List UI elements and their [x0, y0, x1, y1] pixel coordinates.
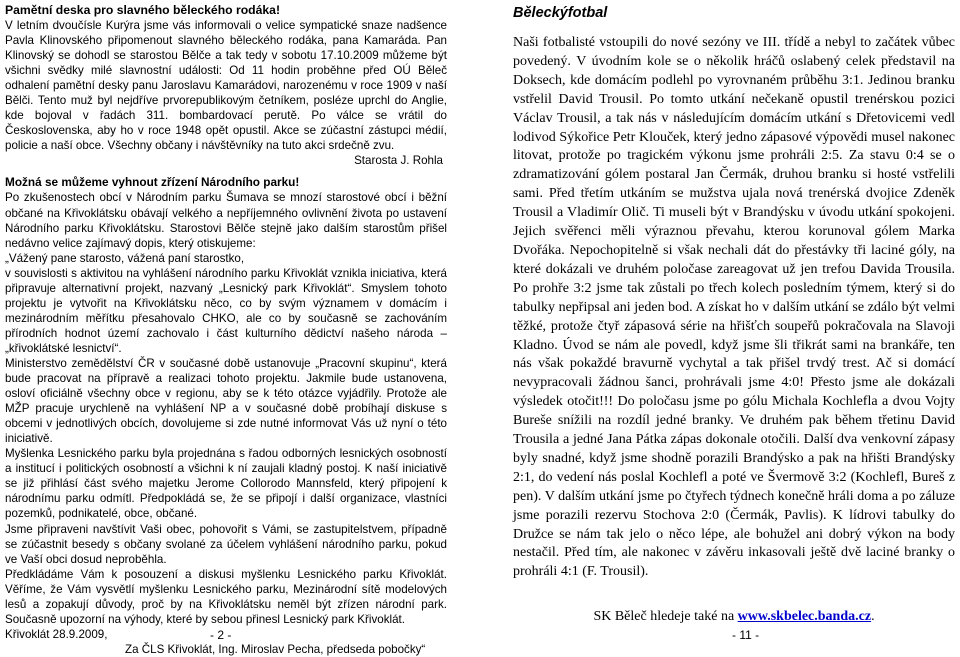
letter-paragraph-ministry: Ministerstvo zemědělství ČR v současné době ustanovuje „Pracovní skupinu“, která bude pracovat na přípravě a realizaci tohoto projektu. Jakmile bude ustanovena, osloví oficiálně všechny obce v regionu, aby se k této otázce vyjádřily. Protože ale MŽP pracuje urychleně na vyhlášení NP a v současné době probíhají diskuse s obcemi v jednotlivých obcích, dovolujeme si zde nutné informovat Vás už nyní o této iniciativě.: [5, 356, 447, 446]
memorial-plaque-heading: Pamětní deska pro slavného běleckého rodáka!: [5, 3, 280, 17]
left-column: [5, 3, 447, 657]
letter-paragraph-visit: Jsme připraveni navštívit Vaši obec, pohovořit s Vámi, se zastupitelstvem, případně se zúčastnit besedy s občany svolané za účelem vyhlášení národního parku, pokud ve Vaší obci dosud neproběhla.: [5, 522, 447, 566]
club-website-end: .: [871, 609, 875, 625]
mayor-signature: Starosta J. Rohla: [354, 154, 443, 168]
letter-place-date: Křivoklát 28.9.2009,: [5, 627, 108, 641]
club-website-text: SK Běleč hledeje také na: [593, 609, 738, 625]
letter-paragraph-discussion: Předkládáme Vám k posouzení a diskusi myšlenku Lesnického parku Křivoklát. Věříme, že Vám vysvětlí myšlenku Lesnického parku, Mezinárodní sítě modelových lesů a zopakují důvody, proč by na Křivoklátsku neměl být zřízen národní park. Současně upozorní na výhody, které by sebou přinesl Lesnický park Křivoklát.: [5, 567, 447, 626]
letter-paragraph-forest-park: Myšlenka Lesnického parku byla projednána s řadou odborných lesnických osobností a institucí i politických osobností a všichni k ní zaujali kladný postoj. K naší iniciativě se již přihlásí část svého majetku Jerome Collorodo Mannsfeld, který připojení k národnímu parku odmítl. Předpokládá se, že se připojí i další organizace, vlastníci pozemků, podnikatelé, obce, občané.: [5, 447, 447, 521]
letter-signature: Za ČLS Křivoklát, Ing. Miroslav Pecha, předseda pobočky“: [125, 642, 426, 656]
national-park-heading: Možná se můžeme vyhnout zřízení Národního parku!: [5, 175, 300, 190]
right-column: [513, 4, 955, 627]
letter-paragraph-initiative: v souvislosti s aktivitou na vyhlášení národního parku Křivoklát vznikla iniciativa, která připravuje alternativní projekt, nazvaný „Lesnický park Křivoklát“. Smyslem tohoto projektu je vytvořit na Křivoklátsku něco, co by svým významem v domácím i mezinárodním měřítku přesahovalo CHKO, ale co by současně se zachováním přírodních hodnot území zachovalo i část kulturního dědictví našeho národa – „křivoklátské lesnictví“.: [5, 266, 447, 355]
football-heading: Běleckýfotbal: [513, 5, 608, 21]
football-report: Naši fotbalisté vstoupili do nové sezóny ve III. třídě a nebyl to začátek vůbec povedený. V úvodním kole se o několik hráčů oslabený celek představil na Doksech, kde domácím podlehl po vyrovnaném průběhu 3:1. Jedinou branku vstřelil David Trousil. Po tomto utkání nečekaně opustil trenérskou pozici Václav Trousil, a tak nás v následujícím domácím utkání s Dřetovicemi vedl lodivod Sýkořice Petr Klouček, který jedno zápasové výpovědi musel nakonec litovat, protože po tragickém výkonu jsme prohráli 2:5. Za stavu 0:4 se o zdramatizování gólem postaral Jan Čermák, druhou branku si hosté vstřelili sami. Před třetím utkáním se mužstva ujala nová trenérská dvojice Zdeněk Trousil a Vladimír Olič. Ti museli být v Brandýsku v úvodu utkání spokojeni. Jejich svěřenci měli výraznou převahu, kterou korunoval gólem Marka Dvořáka. Nepochopitelně si však nechali dát do přestávky tři laciné góly, na které dokázali ve druhém poločase zareagovat už jen trefou Davida Trousila. Po prohře 3:2 jsme tak zůstali po třech kolech posledním týmem, který si do tabulky nepřipsal ani jeden bod. A získat ho v dalším utkání se zdálo být velmi těžké, protože čtyř zápasová série na hřišťch soupeřů pokračovala na Slavoji Kladno. Úvod se nám ale povedl, když jsme šli třikrát sami na brankáře, ten nás však pokaždé bravurně vychytal a tak přišel trvdý trest. Ač si domácí nevypracovali žádnou šanci, prohrávali jsme 4:0! Přesto jsme ale dokázali výsledek otočit!!! Do poločasu jsme po gólu Michala Kochlefla a dvou Vojty Bureše snížili na rozdíl jedné branky. Ve druhém pak během třetinu David Trousila a jedné Jana Pátka zápas dokonale otočili. Další dva venkovní zápasy byly snadné, když jsme shodně porazili Brandýsko a pak na hřišti Brandýsky 2:1, do vedení nás poslal Kochlefl a poté ve Švermově 3:2 (Kochlefl, Bureš z pen). V dalším utkání jsme po čtyřech týdnech konečně hráli doma a po záluze jsme porazili rezervu Stochova 2:0 (Čermák, Pavlis). K lídrovi tabulky do Družce se nám tak jelo o něco lépe, ale bohužel ani dobrý výkon na body nestačil. Před tím, ale nakonec v závěru inkasovali ještě dvě laciné branky o prohráli 4:1 (F. Trousil).: [513, 35, 955, 580]
club-website-notice: [513, 608, 955, 627]
page-number-right: - 11 -: [732, 628, 760, 642]
mayor-signature-line: [5, 153, 447, 168]
letter-salutation: „Vážený pane starosto, vážená paní starostko,: [5, 251, 245, 265]
national-park-intro: Po zkušenostech obcí v Národním parku Šumava se mnozí starostové obcí i běžní občané na Křivoklátsku obávají velkého a nepříjemného ovlivnění života po ustavení Národního parku Křivoklátsku. Starostovi Bělče stejně jako dalším starostům přišel nedávno velice zajímavý dopis, který otiskujeme:: [5, 191, 447, 250]
page-number-left: - 2 -: [210, 628, 232, 642]
club-website-link[interactable]: www.skbelec.banda.cz: [737, 609, 872, 625]
memorial-plaque-paragraph: V letním dvoučísle Kurýra jsme vás informovali o velice sympatické snaze nadšence Pavla Klinovského připomenout slavného běleckého rodáka, pana Kamaráda. Pan Klinovský se dohodl se starostou Bělče a tak tedy v sobotu 17.10.2009 můžeme být všichni svědky milé slavnostní události: Od 11 hodin proběhne před OÚ Běleč odhalení pamětní desky panu Jaroslavu Kamarádovi, narozenému v roce 1909 v naší Bělči. Tento muž byl nejdříve prvorepublikovým četníkem, posléze uprchl do Anglie, kde bojoval v řadách 311. bombardovací perutě. Po válce se vrátil do Československa, aby ho v roce 1948 opět opustil. Akce se zúčastní zástupci médií, policie a naší obce. Všechny občany i návštěvníky na tuto akci srdečně zvu.: [5, 19, 447, 153]
